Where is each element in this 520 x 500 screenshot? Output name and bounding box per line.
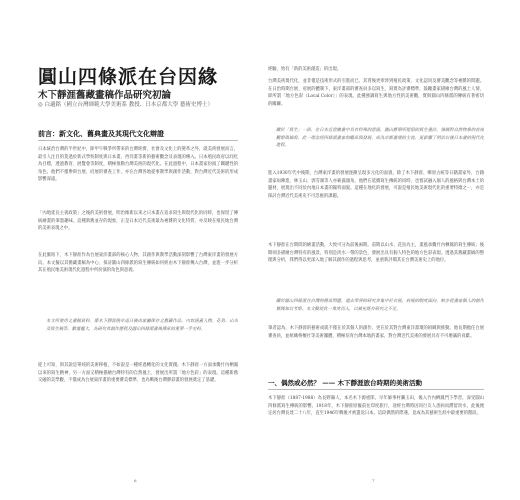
body-paragraph-2: 進入1930年代中後期，台灣東洋畫的發展逐漸呈現多元化的面貌，除了木下靜涯、鄉原古統等日籍畫家外，台籍畫家如陳進、林玉山、郭雪湖等人亦嶄露頭角，他們在延續寫生傳統的同時，也嘗試融入個人的風格與台灣本土的題材，展現出不同於內地日本畫的獨特面貌。這種在地化的發展，可說是殖民地美術現代化的重要特徵之一，亦是探討台灣近代美術史不可忽視的課題。 [268, 171, 484, 199]
block-quote: 本文所使用之畫稿資料，係木下靜涯晚年返日後由家屬保存之舊藏作品，內容涵蓋人物、花鳥、山水及寫生稿等，數量龐大，為研究其創作歷程及圓山四條派畫風傳承的重要一手史料。 [46, 319, 238, 332]
section-rule-right [268, 389, 484, 390]
intro-paragraph-1: 日本統治台灣的半世紀中，除甲午戰爭所帶來的台灣經濟、社會及文化上的變革之外，就美術發展而言，最引人注目的莫過於新式學校制度與日本畫、西洋畫等新的藝術觀念及表現的傳入。日本殖民政府以同化為目標，透過教育、展覽會等制度，積極推動台灣美術的現代化。在此過程中，日本畫家扮演了關鍵性的角色，他們不僅參與台展、府展的審查工作，亦在台灣各地從事教學與創作活動，對台灣近代美術的形成影響深遠。 [38, 147, 238, 182]
intro-paragraph-4: 從上可知，與其說是單純的美術移植，不如說是一種經過轉化的文化實踐。木下靜涯一方面承襲竹內栖鳳以來的寫生精神，另一方面又積極描繪台灣特有的自然風土，發展出所謂「地方色彩」的表現。這種新舊交融的美學觀，不僅成為台展東洋畫的重要審美標準，也為戰後台灣膠彩畫的發展奠定了基礎。 [38, 363, 238, 383]
article-title: 圓山四條派在台因緣 [38, 66, 219, 88]
article-subtitle: 木下靜涯舊藏畫稿作品研究初論 [38, 90, 172, 101]
page-number: 7 [372, 478, 375, 483]
page-number: 6 [134, 478, 137, 483]
section-heading-one: 一、偶然或必然？ —— 木下靜涯旅台時期的美術活動 [268, 379, 423, 387]
author-line: ◎ 白適銘（國立台灣師範大學美術系 教授、日本京都大學 藝術史博士） [38, 102, 214, 108]
section-rule [38, 140, 238, 141]
body-paragraph-5: 木下靜涯（1887-1988）為長野縣人，本名木下源重郎，早年師事村瀨玉田，後入竹內栖鳳門下學習，深受圓山四條派寫生傳統的影響。1918年，木下靜涯原擬前往印度旅行，途經台灣時因同行友人患病而滯留淡水，此後便定居台灣長達二十八年，直至1946年戰後才被遣返日本。這段偶然的際遇，竟成為其藝術生涯中最重要的階段。 [268, 396, 484, 416]
body-paragraph-3: 木下靜涯在台期間的繪畫活動，大致可分為前後兩期。前期以山水、花鳥為主，畫風承襲竹內栖鳳的寫生傳統；後期則多描繪台灣特有的風景，特別是淡水一帶的景色，發展出具有個人特色的地方色彩表現。透過其舊藏畫稿的整理與分析，我們得以更深入地了解其創作的過程與思考，並重新評價其在台灣美術史上的地位。 [268, 243, 484, 263]
left-page [38, 0, 238, 500]
intro-paragraph-3: 在此脈絡下，木下靜涯作為台展東洋畫部的核心人物，其創作與教學活動深刻影響了台灣東洋畫的發展方向。本文擬以其舊藏畫稿為中心，探討圓山四條派的寫生傳統如何經由木下靜涯傳入台灣，並進一步分析其在殖民地美術現代化過程中所扮演的角色與意義。 [38, 253, 238, 273]
continued-paragraph: 經驗，始有「新的美術創造」的出現。 [268, 67, 342, 72]
right-page [268, 0, 484, 500]
body-paragraph-1: 台灣美術現代化，並非僅是技術形式的引進而已，其背後更牽涉到殖民政策、文化認同及審美觀念等複雜的問題。在日治時期台展、府展的體制下，東洋畫部的審查員多以寫生、寫實為評審標準，鼓勵畫家描繪台灣的風土人情，即所謂「地方色彩（Local Color）」的表現。此種強調寫生與地方性的美術觀，實與圓山四條派的傳統有著密切的關聯。 [268, 79, 484, 107]
block-quote-2: 關於圓山四條派在台灣的傳承問題，過去學界的研究多集中於台展、府展的制度面向，較少從畫家個人的創作實踐加以考察。本文擬從此一角度切入，以補充既有研究之不足。 [276, 299, 484, 312]
intro-paragraph-2: 「內地延長主義政策」之後的美術發展，明治維新以來之日本畫在追求寫生與現代化的同時，也保留了傳統繪畫的筆墨趣味。這種新舊並存的現象，正是日本近代美術最為複雜的文化特質，亦反映在殖民地台灣的美術表現之中。 [38, 211, 238, 231]
body-paragraph-4: 筆者認為，木下靜涯的藝術成就不僅在於其個人的創作，更在於其對台灣東洋畫壇的組織與推動。他長期擔任台展審查員，並組織栴檀社等美術團體，積極培育台灣本地的畫家，對台灣近代美術的發展具有不可磨滅的貢獻。 [268, 326, 484, 339]
section-heading-intro: 前言：新文化、舊典畫及其現代文化辯證 [38, 129, 164, 138]
block-quote-1: 關於「寫生」一語，在日本近世繪畫中具有特殊的意涵，圓山應舉所提倡的寫生畫法，強調對自然物象的直接觀察與描寫，此一理念經四條派畫家的繼承與發展，成為京都畫壇的主流，更影響了明治以後日本畫的現代化進程。 [276, 128, 484, 148]
